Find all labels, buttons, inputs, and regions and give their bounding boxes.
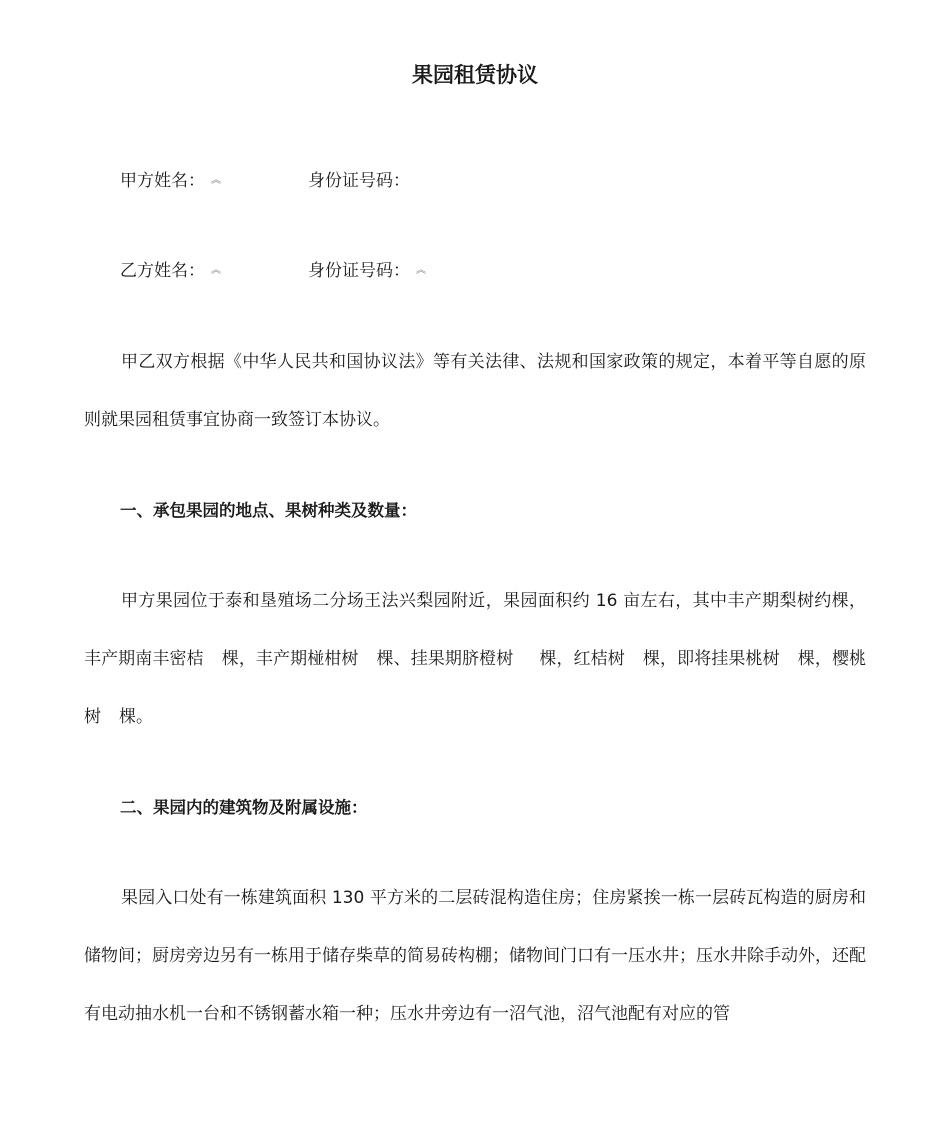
section-2-heading: 二、果园内的建筑物及附属设施： (120, 798, 368, 817)
section-1-text: 棵、挂果期脐橙树 (376, 649, 514, 669)
section-1-text: 棵，红桔树 (539, 649, 625, 669)
document-title: 果园租赁协议 (412, 63, 538, 87)
section-1-text: 棵，丰产期椪柑树 (221, 649, 359, 669)
section-1-heading: 一、承包果园的地点、果树种类及数量： (120, 501, 417, 520)
party-b-row (120, 258, 426, 284)
section-1-text: 甲方果园位于泰和垦殖场二分场王法兴梨园附近，果园面积约 16 亩左右，其中丰产期梨树约 (121, 591, 832, 611)
party-a-id-label: 身份证号码： (308, 171, 410, 191)
section-1-text: 棵，即将挂果桃树 (642, 649, 780, 669)
party-b-id-group (308, 258, 426, 284)
section-2-paragraph: 果园入口处有一栋建筑面积 130 平方米的二层砖混构造住房；住房紧挨一栋一层砖瓦构造的厨房和储物间；厨房旁边另有一栋用于储存柴草的简易砖构棚；储物间门口有一压水井；压水井除手动外，还配有电动抽水机一台和不锈钢蓄水箱一种；压水井旁边有一沼气池，沼气池配有对应的管 (84, 888, 866, 1024)
section-1-text: 棵，丰产期南丰密桔 (84, 591, 866, 669)
section-1-text: 棵。 (119, 707, 153, 727)
party-b-id-label: 身份证号码： (308, 261, 410, 281)
preamble-paragraph: 甲乙双方根据《中华人民共和国协议法》等有关法律、法规和国家政策的规定，本着平等自愿的原则就果园租赁事宜协商一致签订本协议。 (84, 352, 866, 430)
section-1-paragraph (84, 572, 866, 746)
section-1-text: 棵，樱桃树 (84, 649, 867, 727)
party-a-name-mark-icon: ︽ (211, 175, 221, 186)
party-a-name-label: 甲方姓名： (120, 171, 205, 191)
party-b-name-label: 乙方姓名： (120, 261, 205, 281)
party-a-row (120, 168, 410, 194)
party-b-name-mark-icon: ︽ (211, 265, 221, 276)
party-b-id-mark-icon: ︽ (416, 265, 426, 276)
